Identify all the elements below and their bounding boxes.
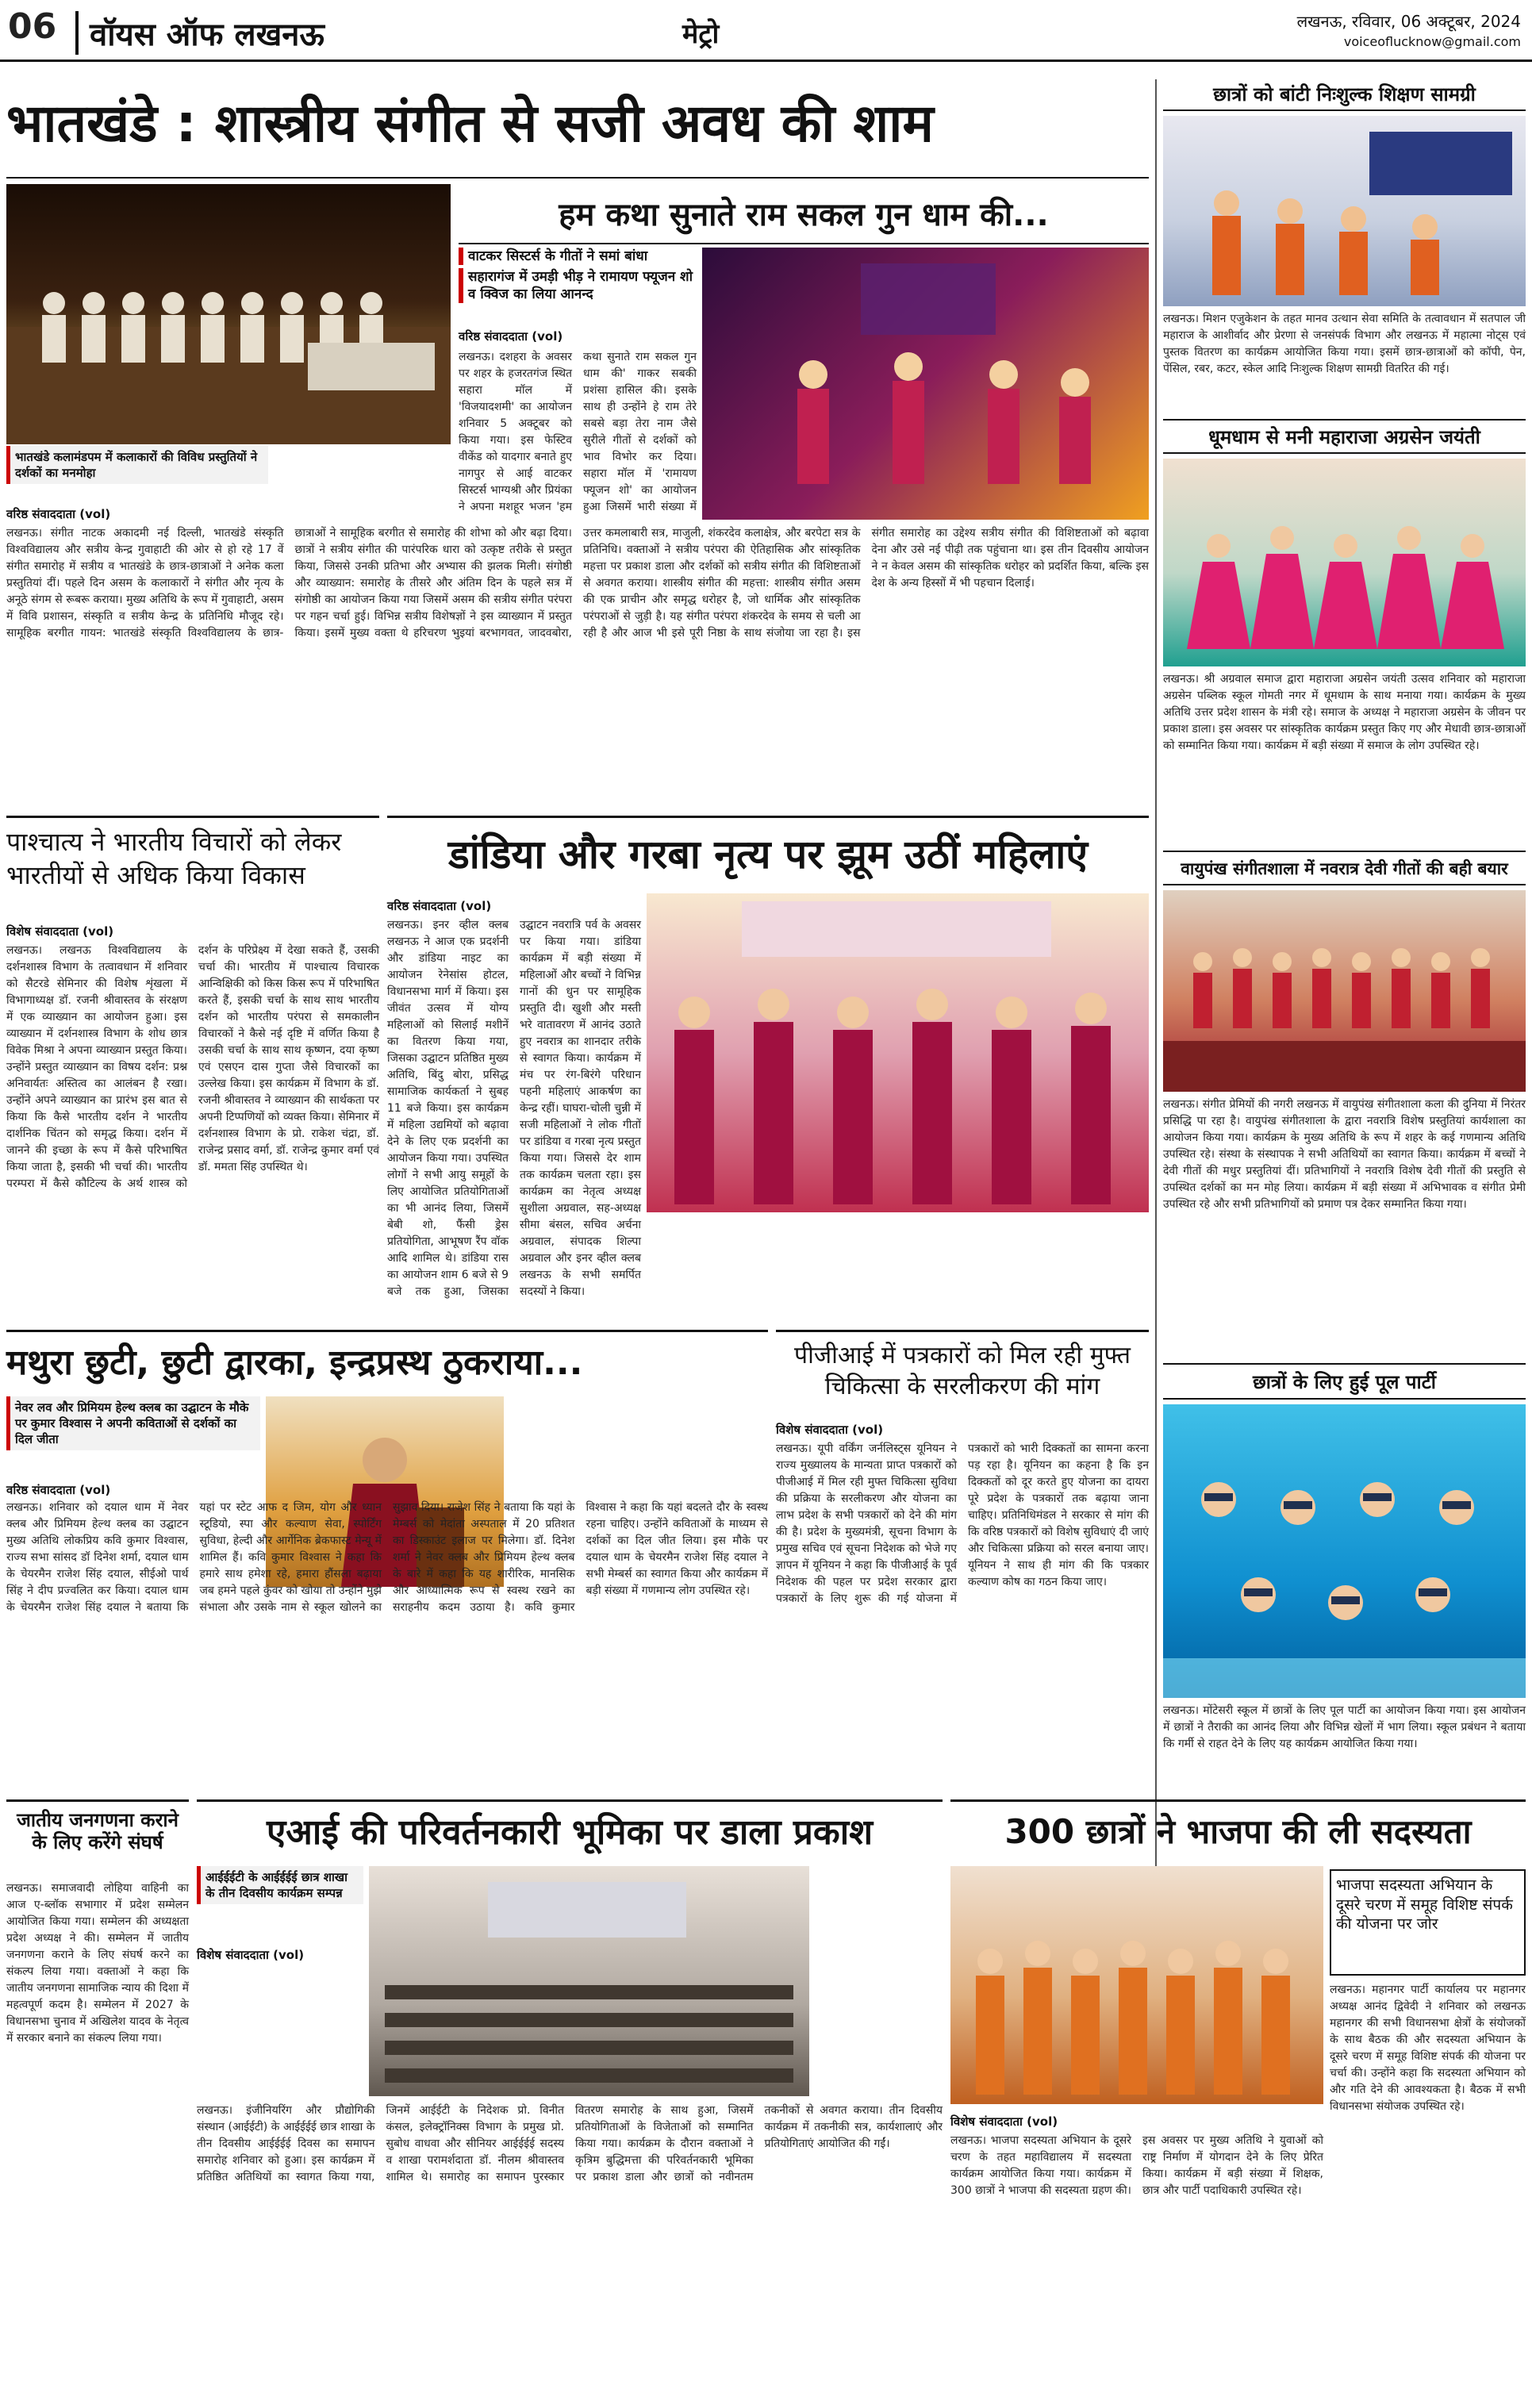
story-pgi (776, 1330, 1149, 1412)
headline-ai: एआई की परिवर्तनकारी भूमिका पर डाला प्रकाश (266, 1812, 874, 1853)
body-ramkatha: लखनऊ। दशहरा के अवसर पर शहर के हजरतगंज स्थित सहारा मॉल में 'विजयादशमी' का आयोजन शनिवार 5 अक्टूबर को किया गया। इस फेस्टिव वीकेंड को यादगार बनाते हुए नागपुर से आई वाटकर सिस्टर्स भाग्यश्री और प्रियंका ने अपना मशहूर भजन 'हम कथा सुनाते राम सकल गुन धाम की' गाकर सबकी प्रशंसा हासिल की। इसके साथ ही उन्होंने हे राम तेरे सबसे बड़ा तेरा नाम जैसे सुरीले गीतों से दर्शकों को भाव विभोर कर दिया। सहारा मॉल में 'रामायण फ्यूजन शो' का आयोजन हुआ जिसमें भारी संख्या में (459, 351, 697, 513)
story-navratri (1163, 851, 1526, 885)
byline-bjp-box (950, 2109, 1133, 2130)
byline-ramkatha: वरिष्ठ संवाददाता (vol) (459, 329, 563, 344)
headline-education: छात्रों को बांटी निःशुल्क शिक्षण सामग्री (1213, 83, 1476, 106)
masthead (0, 0, 1532, 62)
students-group-illustration (950, 1866, 1323, 2104)
photo-education (1163, 116, 1526, 306)
story-bjp-sidebar (1330, 1869, 1526, 1976)
body-pool: लखनऊ। मोंटेसरी स्कूल में छात्रों के लिए पूल पार्टी का आयोजन किया गया। इस आयोजन में छात्रों ने तैराकी का आनंद लिया और विभिन्न खेलों में भाग लिया। स्कूल प्रबंधन ने बताया कि गर्मी से राहत देने के लिए यह कार्यक्रम आयोजित किया गया। (1163, 1704, 1526, 1750)
bullet-ramkatha-1: वाटकर सिस्टर्स के गीतों ने समां बांधा (459, 248, 697, 265)
story-dandiya (387, 816, 1149, 892)
photo-bjp (950, 1866, 1323, 2104)
caption-ai: आईईईटी के आईईईई छात्र शाखा के तीन दिवसीय कार्यक्रम सम्पन्न (197, 1866, 363, 1904)
photo-ramkatha (702, 248, 1149, 520)
byline-bhatkhande: वरिष्ठ संवाददाता (vol) (6, 507, 111, 521)
byline-bhatkhande-box (6, 501, 268, 522)
headline-philosophy: पाश्चात्य ने भारतीय विचारों को लेकर भारतीयों से अधिक किया विकास (6, 827, 342, 890)
byline-dandiya-box (387, 893, 641, 914)
photo-dandiya (647, 893, 1149, 1212)
ramkatha-bullets (459, 248, 697, 323)
issue-date: लखनऊ, रविवार, 06 अक्टूबर, 2024 (1296, 12, 1521, 31)
paper-name: वॉयस ऑफ लखनऊ (75, 11, 324, 55)
photo-navratri (1163, 890, 1526, 1092)
story-ramkatha (459, 189, 1149, 244)
byline-ramkatha-box (459, 324, 697, 344)
byline-dandiya: वरिष्ठ संवाददाता (vol) (387, 899, 492, 913)
photo-agrasen (1163, 459, 1526, 666)
byline-ai-box (197, 1942, 363, 1963)
headline-bjp: 300 छात्रों ने भाजपा की ली सदस्यता (1004, 1812, 1472, 1851)
caption-kumar: नेवर लव और प्रिमियम हेल्थ क्लब का उद्घाटन के मौके पर कुमार विश्वास ने अपनी कविताओं से दर्शकों का दिल जीता (6, 1396, 260, 1450)
sidebar-divider (1155, 79, 1157, 1928)
singers-stage-illustration (702, 248, 1149, 520)
byline-philosophy: विशेष संवाददाता (vol) (6, 924, 114, 939)
byline-pgi-box (776, 1417, 958, 1438)
byline-ai: विशेष संवाददाता (vol) (197, 1948, 305, 1962)
story-education (1163, 79, 1526, 111)
headline-struggle: जातीय जनगणना कराने के लिए करेंगे संघर्ष (17, 1809, 179, 1853)
body-philosophy: लखनऊ। लखनऊ विश्वविद्यालय के दर्शनशास्त्र विभाग के तत्वावधान में शनिवार को सैटरडे सेमिनार की विशेष शृंखला में विभागाध्यक्ष डॉ. रजनी श्रीवास्तव के संरक्षण में एक व्याख्यान का आयोजन हुआ। इस व्याख्यान में दर्शनशास्त्र विभाग के शोध छात्र विवेक मिश्रा ने अपना व्याख्यान प्रस्तुत किया। उन्होंने प्रस्तुत व्याख्यान का विषय दर्शन: प्रश्न अनिवार्यतः अस्तित्व का आलंबन है रखा। उन्होंने अपने व्याख्यान का प्रारंभ इस बात से किया कि कैसे भारतीय दर्शन ने भारतीय दार्शनिक चिंतन को समृद्ध किया। दर्शन में जानने की इच्छा के रूप में कैसे परिभाषित किया जाता है, इसकी भी चर्चा की। भारतीय परम्परा में कैसे कौटिल्य के अर्थ शास्त्र को दर्शन के परिप्रेक्ष्य में देखा सकते हैं, उसकी चर्चा की। भारतीय में पाश्चात्य विचारक आन्विक्षिकी को किस किस रूप में परिभाषित करते हैं, इसकी चर्चा के साथ साथ भारतीय दर्शन को भारतीय परंपरा से समकालीन विचारकों ने कैसे नई दृष्टि में वर्णित किया है उसकी चर्चा के साथ साथ कृष्णन, दया कृष्ण एवं एसएन दास गुप्ता जैसे विचारकों का उल्लेख किया। इस कार्यक्रम में विभाग के डॉ. रजनी श्रीवास्तव ने व्याख्यान की सार्थकता पर अपनी टिप्पणियों को व्यक्त किया। सेमिनार में दर्शनशास्त्र विभाग के प्रो. राकेश चंद्रा, डॉ. राजेन्द्र प्रसाद वर्मा, डॉ. राजेन्द्र कुमार वर्मा एवं डॉ. ममता सिंह उपस्थित थे। (6, 944, 379, 1190)
body-dandiya: लखनऊ। इनर व्हील क्लब लखनऊ ने आज एक प्रदर्शनी और डांडिया नाइट का आयोजन रेनेसांस होटल, विधानसभा मार्ग में किया। इस जीवंत उत्सव में योग्य महिलाओं को सिलाई मशीनें का वितरण किया गया, जिसका उद्घाटन प्रतिष्ठित मुख्य अतिथि, बिंदु बोरा, प्रसिद्ध सामाजिक कार्यकर्ता ने सुबह 11 बजे किया। इस कार्यक्रम में महिला उद्यमियों को बढ़ावा देने के लिए एक प्रदर्शनी का आयोजन किया गया। उपस्थित लोगों ने सभी आयु समूहों के लिए आयोजित प्रतियोगिताओं का भी आनंद लिया, जिसमें बेबी शो, फैंसी ड्रेस प्रतियोगिता, आभूषण रैंप वॉक आदि शामिल थे। डांडिया रास का आयोजन शाम 6 बजे से 9 बजे तक हुआ, जिसका उद्घाटन नवरात्रि पर्व के अवसर पर किया गया। डांडिया कार्यक्रम में बड़ी संख्या में महिलाओं और बच्चों ने विभिन्न गानों की धुन पर सामूहिक प्रस्तुति दी। खुशी और मस्ती भरे वातावरण में आनंद उठाते हुए नवरात्र का शानदार तरीके से स्वागत किया। कार्यक्रम में मंच पर रंग-बिरंगे परिधान पहनी महिलाएं आकर्षण का केन्द्र रहीं। घाघरा-चोली चुन्नी में सजी महिलाओं ने लोक गीतों पर डांडिया व गरबा नृत्य प्रस्तुत किया गया। जिससे देर शाम तक कार्यक्रम चलता रहा। इस कार्यक्रम का नेतृत्व अध्यक्ष सुशीला अग्रवाल, सह-अध्यक्ष सीमा बंसल, सचिव अर्चना अग्रवाल, संपादक शिल्पा अग्रवाल और इनर व्हील क्लब लखनऊ के सभी समर्पित सदस्यों ने किया। (387, 919, 641, 1298)
story-struggle (6, 1799, 189, 1876)
body-ai: लखनऊ। इंजीनियरिंग और प्रौद्योगिकी संस्थान (आईईटी) के आईईईई छात्र शाखा के तीन दिवसीय आईईईई दिवस का समापन समारोह शनिवार को हुआ। इस कार्यक्रम में प्रतिष्ठित अतिथियों का स्वागत किया गया, जिनमें आईईटी के निदेशक प्रो. विनीत कंसल, इलेक्ट्रॉनिक्स विभाग के प्रमुख प्रो. सुबोध वाधवा और सीनियर आईईईई सदस्य व शाखा परामर्शदाता डॉ. नीलम श्रीवास्तव शामिल थे। समारोह का समापन पुरस्कार वितरण समारोह के साथ हुआ, जिसमें प्रतियोगिताओं के विजेताओं को सम्मानित किया गया। कार्यक्रम के दौरान वक्ताओं ने कृत्रिम बुद्धिमत्ता की परिवर्तनकारी भूमिका पर प्रकाश डाला और छात्रों को नवीनतम तकनीकों से अवगत कराया। तीन दिवसीय कार्यक्रम में तकनीकी सत्र, कार्यशालाएं और प्रतियोगिताएं आयोजित की गईं। (197, 2104, 943, 2183)
caption-ai-box (197, 1866, 363, 1939)
caption-kumar-box (6, 1396, 260, 1476)
byline-philosophy-box (6, 919, 189, 939)
byline-pgi: विशेष संवाददाता (vol) (776, 1423, 884, 1437)
section-name: मेट्रो (682, 18, 720, 50)
contact-email: voiceoflucknow@gmail.com (1343, 34, 1521, 49)
dancers-illustration (1163, 459, 1526, 666)
body-bhatkhande: लखनऊ। संगीत नाटक अकादमी नई दिल्ली, भातखंडे संस्कृति विश्वविद्यालय और सत्रीय केन्द्र गुवाहाटी की ओर से हो रहे 17 वें संगीत समारोह में सत्रीय व भातखंडे के छात्र-छात्राओं ने अनेक कला प्रस्तुतियां दीं। पहले दिन असम के कलाकारों ने संगीत और नृत्य के अनूठे संगम से रूबरू कराया। मुख्य अतिथि के रूप में गुवाहाटी, असम में विवि प्रशासन, संस्कृति व सत्रीय केन्द्र के प्रतिनिधि मौजूद रहे। सामूहिक बरगीत गायन: भातखंडे संस्कृति विश्वविद्यालय के छात्र-छात्राओं ने सामूहिक बरगीत से समारोह की शोभा को और बढ़ा दिया। छात्रों ने सत्रीय संगीत की पारंपरिक धारा को उत्कृष्ट तरीके से प्रस्तुत किया, जिससे उनकी प्रतिभा और अभ्यास की झलक मिली। संगोष्ठी और व्याख्यान: समारोह के तीसरे और अंतिम दिन के पहले सत्र में संगोष्ठी का आयोजन किया गया जिसमें असम की सत्रीय संगीत परंपरा पर गहन चर्चा हुई। विभिन्न सत्रीय विशेषज्ञों ने इस व्याख्यान में प्रस्तुत किया। इसमें मुख्य वक्ता थे हरिचरण भुइयां बरभागवत, जादवबोरा, उत्तर कमलाबारी सत्र, माजुली, शंकरदेव कलाक्षेत्र, और बरपेटा सत्र के प्रतिनिधि। वक्ताओं ने सत्रीय परंपरा की ऐतिहासिक और सांस्कृतिक महत्ता पर प्रकाश डाला और दर्शकों को सत्रीय संगीत की विशिष्टताओं से अवगत कराया। शास्त्रीय संगीत की महत्ता: शास्त्रीय संगीत असम की एक प्राचीन और समृद्ध धरोहर है, जो धार्मिक और सांस्कृतिक परंपराओं से जुड़ी है। यह संगीत परंपरा शंकरदेव के समय से चली आ रही है और आज भी इसे पूरी निष्ठा के साथ संजोया जा रहा है। इस संगीत समारोह का उद्देश्य सत्रीय संगीत की विशिष्टताओं को बढ़ावा देना और उसे नई पीढ़ी तक पहुंचाना था। इस तीन दिवसीय आयोजन ने न केवल असम की सांस्कृतिक धरोहर को प्रदर्शित किया, बल्कि इस देश के अन्य हिस्सों में भी पहचान दिलाई। (6, 527, 1149, 639)
body-kumar: लखनऊ। शनिवार को दयाल धाम में नेवर क्लब और प्रिमियम हेल्थ क्लब का उद्घाटन मुख्य अतिथि लोकप्रिय कवि कुमार विश्वास, राज्य सभा सांसद डॉ दिनेश शर्मा, दयाल धाम के चेयरमैन राजेश सिंह दयाल, सीईओ पार्थ सिंह ने दीप प्रज्वलित कर किया। दयाल धाम के चेयरमैन राजेश सिंह दयाल ने बताया कि यहां पर स्टेट आफ द जिम, योग और ध्यान स्टूडियो, स्पा और कल्याण सेवा, स्पोर्टिंग सुविधा, हेल्दी और आर्गेनिक ब्रेकफास्ट मेन्यू में शामिल हैं। कवि कुमार विश्वास ने कहा कि हमारे साथ हमेशा रहे, हमारा हौंसला बढ़ाया जब हमने पहले कुंवर को खोया तो उन्होंने मुझे संभाला और उसके नाम से स्कूल खोलने का सुझाव दिया। राजेश सिंह ने बताया कि यहां के मेम्बर्स को मेदांता अस्पताल में 20 प्रतिशत का डिस्काउंट इलाज पर मिलेगा। डॉ. दिनेश शर्मा ने नेवर क्लब और प्रिमियम हेल्थ क्लब के बारे में कहा कि यह शारीरिक, मानसिक और आध्यात्मिक रूप से स्वस्थ रखने का सराहनीय कदम उठाया है। कवि कुमार विश्वास ने कहा कि यहां बदलते दौर के स्वस्थ रहना चाहिए। उन्होंने कविताओं के माध्यम से दर्शकों का दिल जीत लिया। इस मौके पर दयाल धाम के चेयरमैन राजेश सिंह दयाल ने सभी मेम्बर्स का स्वागत किया और कार्यक्रम में बड़ी संख्या में गणमान्य लोग उपस्थित रहे। (6, 1501, 768, 1614)
photo-bhatkhande (6, 184, 451, 444)
caption-bhatkhande-box (6, 446, 268, 501)
headline-dandiya: डांडिया और गरबा नृत्य पर झूम उठीं महिलाएं (448, 831, 1088, 878)
body-bjp: लखनऊ। भाजपा सदस्यता अभियान के दूसरे चरण के तहत महाविद्यालय में सदस्यता कार्यक्रम आयोजित किया गया। कार्यक्रम में 300 छात्रों ने भाजपा की सदस्यता ग्रहण की। इस अवसर पर मुख्य अतिथि ने युवाओं को राष्ट्र निर्माण में योगदान देने के लिए प्रेरित किया। कार्यक्रम में बड़ी संख्या में शिक्षक, छात्र और पार्टी पदाधिकारी उपस्थित रहे। (950, 2134, 1323, 2197)
body-navratri: लखनऊ। संगीत प्रेमियों की नगरी लखनऊ में वायुपंख संगीतशाला कला की दुनिया में निरंतर प्रसिद्धि पा रहा है। वायुपंख संगीतशाला के द्वारा नवरात्रि विशेष प्रस्तुतियां कार्यशाला का आयोजन किया गया। कार्यक्रम के मुख्य अतिथि के रूप में शहर के कई गणमान्य अतिथि उपस्थित रहे। संस्था के संस्थापक ने सभी अतिथियों का स्वागत किया। कार्यक्रम में बच्चों ने देवी गीतों की मधुर प्रस्तुतियां दीं। प्रतिभागियों ने नवरात्रि विशेष देवी गीतों की प्रस्तुति से उपस्थित दर्शकों का मन मोह लिया। कार्यक्रम में बड़ी संख्या में अभिभावक व संगीत प्रेमी उपस्थित रहे और सभी प्रतिभागियों को प्रमाण पत्र देकर सम्मानित किया गया। (1163, 1098, 1526, 1211)
headline-bhatkhande: भातखंडे : शास्त्रीय संगीत से सजी अवध की शाम (6, 93, 934, 154)
story-agrasen (1163, 419, 1526, 454)
story-bhatkhande (6, 79, 1149, 179)
caption-bhatkhande: भातखंडे कलामंडपम में कलाकारों की विविध प्रस्तुतियों ने दर्शकों का मनमोहा (6, 446, 268, 484)
auditorium-illustration (369, 1866, 809, 2096)
headline-bjp-sidebar: भाजपा सदस्यता अभियान के दूसरे चरण में समूह विशिष्ट संपर्क की योजना पर जोर (1336, 1876, 1513, 1934)
headline-kumar: मथुरा छुटी, छुटी द्वारका, इन्द्रप्रस्थ ठुकराया... (6, 1342, 583, 1383)
story-bjp (950, 1799, 1526, 1863)
story-ai (197, 1799, 943, 1863)
women-dandiya-illustration (647, 893, 1149, 1212)
body-struggle: लखनऊ। समाजवादी लोहिया वाहिनी का आज ए-ब्लॉक सभागार में प्रदेश सम्मेलन आयोजित किया गया। सम्मेलन की अध्यक्षता प्रदेश अध्यक्ष ने की। सम्मेलन में जातीय जनगणना कराने के लिए संघर्ष करने का संकल्प लिया गया। वक्ताओं ने कहा कि जातीय जनगणना सामाजिक न्याय की दिशा में महत्वपूर्ण कदम है। सम्मेलन में 2027 के विधानसभा चुनाव में अखिलेश यादव के नेतृत्व में सरकार बनाने का संकल्प लिया गया। (6, 1882, 189, 2045)
headline-navratri: वायुपंख संगीतशाला में नवरात्र देवी गीतों की बही बयार (1181, 859, 1508, 878)
photo-ai (369, 1866, 809, 2096)
stage-performers-illustration (6, 184, 451, 444)
page-number: 06 (8, 6, 57, 47)
body-education: लखनऊ। मिशन एजुकेशन के तहत मानव उत्थान सेवा समिति के तत्वावधान में सतपाल जी महाराज के आशीर्वाद और प्रेरणा से जनसंपर्क विभाग और लखनऊ में महात्मा नोट्स एवं पुस्तक वितरण का कार्यक्रम आयोजित किया गया। इसमें छात्र-छात्राओं को कॉपी, पेन, पेंसिल, रबर, कटर, स्केल आदि निःशुल्क शिक्षण सामग्री वितरित की गई। (1163, 313, 1526, 375)
story-philosophy (6, 816, 379, 912)
body-agrasen: लखनऊ। श्री अग्रवाल समाज द्वारा महाराजा अग्रसेन जयंती उत्सव शनिवार को महाराजा अग्रसेन पब्लिक स्कूल गोमती नगर में धूमधाम के साथ मनाया गया। कार्यक्रम के मुख्य अतिथि उत्तर प्रदेश शासन के मंत्री रहे। समाज के अध्यक्ष ने महाराजा अग्रसेन के जीवन पर प्रकाश डाला। इस अवसर पर सांस्कृतिक कार्यक्रम प्रस्तुत किए गए और मेधावी छात्र-छात्राओं को सम्मानित किया गया। कार्यक्रम में बड़ी संख्या में समाज के लोग उपस्थित रहे। (1163, 673, 1526, 752)
education-event-illustration (1163, 116, 1526, 306)
headline-pgi: पीजीआई में पत्रकारों को मिल रही मुफ्त चिकित्सा के सरलीकरण की मांग (794, 1342, 1131, 1400)
story-pool (1163, 1363, 1526, 1400)
bullet-ramkatha-2: सहारागंज में उमड़ी भीड़ ने रामायण फ्यूजन शो व क्विज का लिया आनन्द (459, 268, 697, 303)
headline-ramkatha: हम कथा सुनाते राम सकल गुन धाम की... (559, 197, 1049, 233)
byline-kumar: वरिष्ठ संवाददाता (vol) (6, 1483, 111, 1497)
dateline (1297, 11, 1521, 52)
story-kumar (6, 1330, 768, 1392)
byline-bjp: विशेष संवाददाता (vol) (950, 2114, 1058, 2129)
photo-pool (1163, 1404, 1526, 1698)
body-pgi: लखनऊ। यूपी वर्किंग जर्नलिस्ट्स यूनियन ने राज्य मुख्यालय के मान्यता प्राप्त पत्रकारों को पीजीआई में मिल रही मुफ्त चिकित्सा सुविधा की प्रक्रिया के सरलीकरण और योजना का लाभ प्रदेश के सभी पत्रकारों को देने की मांग की है। प्रदेश के मुख्यमंत्री, सूचना विभाग के प्रमुख सचिव एवं सूचना निदेशक को भेजे गए ज्ञापन में यूनियन ने कहा कि पीजीआई के पूर्व निदेशक की पहल पर प्रदेश सरकार द्वारा पत्रकारों के लिए शुरू की गई योजना में पत्रकारों को भारी दिक्कतों का सामना करना पड़ रहा है। यूनियन का कहना है कि इन दिक्कतों को दूर करते हुए योजना का दायरा पूरे प्रदेश के पत्रकारों तक बढ़ाया जाना चाहिए। प्रतिनिधिमंडल ने सरकार से मांग की कि वरिष्ठ पत्रकारों को विशेष सुविधाएं दी जाएं और चिकित्सा प्रक्रिया को सरल बनाया जाए। यूनियन ने साथ ही मांग की कि पत्रकार कल्याण कोष का गठन किया जाए। (776, 1442, 1149, 1605)
headline-pool: छात्रों के लिए हुई पूल पार्टी (1252, 1371, 1437, 1393)
body-bjp-sidebar: लखनऊ। महानगर पार्टी कार्यालय पर महानगर अध्यक्ष आनंद द्विवेदी ने शनिवार को लखनऊ महानगर की सभी विधानसभा क्षेत्रों के संयोजकों के साथ बैठक की और सदस्यता अभियान के दूसरे चरण में समूह विशिष्ट संपर्क की योजना पर चर्चा की। उन्होंने कहा कि सदस्यता अभियान को और गति देने की आवश्यकता है। बैठक में सभी विधानसभा संयोजक उपस्थित रहे। (1330, 1984, 1526, 2113)
children-pool-illustration (1163, 1404, 1526, 1698)
headline-agrasen: धूमधाम से मनी महाराजा अग्रसेन जयंती (1208, 426, 1480, 448)
music-group-illustration (1163, 890, 1526, 1092)
byline-kumar-box (6, 1477, 260, 1498)
